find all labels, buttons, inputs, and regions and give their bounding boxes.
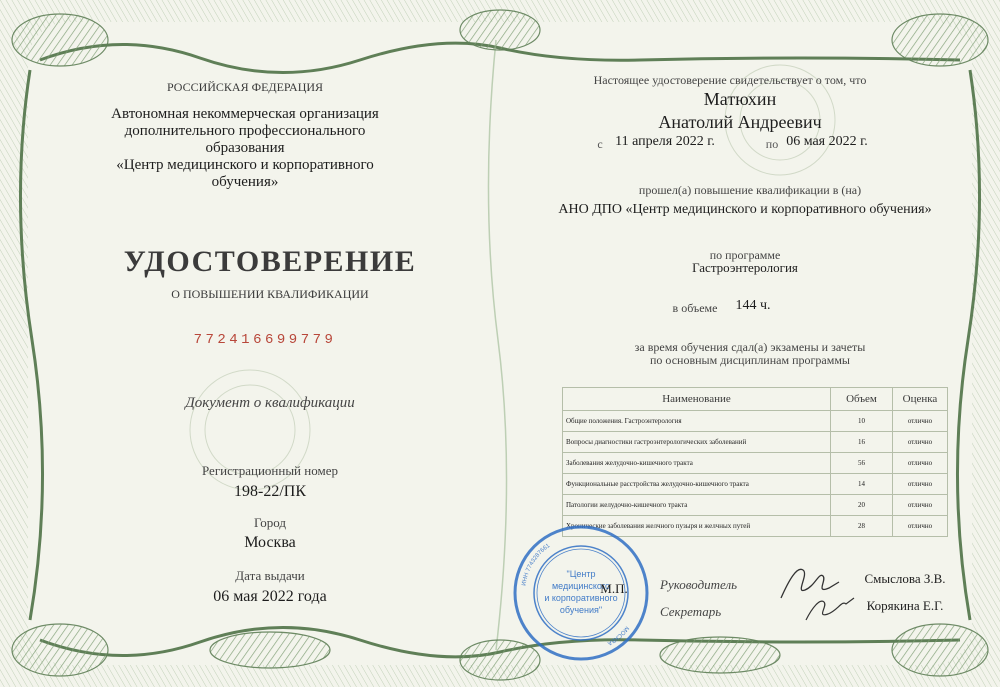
org-line-2: дополнительного профессионального — [124, 123, 366, 139]
document-type: Документ о квалификации — [185, 395, 355, 411]
table-row — [563, 411, 948, 432]
subject-hours: 16 — [831, 432, 893, 453]
subject-grade: отлично — [893, 516, 948, 537]
stamp-line-4: обучения" — [559, 605, 603, 615]
subject-name: Заболевания желудочно-кишечного тракта — [563, 453, 831, 474]
subject-hours: 10 — [831, 411, 893, 432]
subject-name: Патологии желудочно-кишечного тракта — [563, 495, 831, 516]
date-from-prefix: с — [597, 137, 603, 151]
stamp-line-3: и корпоративного — [544, 593, 618, 603]
table-header-row — [563, 388, 948, 411]
city-value: Москва — [244, 534, 296, 551]
serial-number: 772416699779 — [193, 332, 337, 348]
subject-name: Общие положения. Гастроэнтерология — [563, 411, 831, 432]
secretary-label: Секретарь — [660, 604, 722, 619]
org-line-4: «Центр медицинского и корпоративного — [116, 157, 374, 173]
city-label: Город — [253, 515, 287, 530]
document-subtitle: О ПОВЫШЕНИИ КВАЛИФИКАЦИИ — [171, 287, 369, 301]
stamp-inn: ИНН 7743287661 — [521, 543, 552, 587]
stamp-city: МОСКВА — [606, 624, 630, 646]
subjects-table — [562, 387, 948, 537]
holder-surname: Матюхин — [703, 89, 777, 109]
exams-line-1: за время обучения сдал(а) экзамены и зачеты — [634, 340, 866, 354]
date-to: 06 мая 2022 г. — [786, 134, 868, 149]
header-grade: Оценка — [893, 388, 948, 411]
stamp-line-1: "Центр — [566, 569, 596, 579]
exams-line-2: по основным дисциплинам программы — [649, 353, 850, 367]
intro-text: Настоящее удостоверение свидетельствует о том, что — [593, 73, 867, 87]
org-line-5: обучения» — [211, 174, 279, 190]
subject-grade: отлично — [893, 453, 948, 474]
institution-name: АНО ДПО «Центр медицинского и корпоративного обучения» — [558, 202, 932, 217]
table-row — [563, 432, 948, 453]
seal-mark: М.П. — [600, 581, 628, 596]
passed-text: прошел(а) повышение квалификации в (на) — [638, 183, 862, 197]
header-name: Наименование — [563, 388, 831, 411]
date-from: 11 апреля 2022 г. — [615, 134, 715, 149]
reg-number-value: 198-22/ПК — [234, 483, 306, 500]
date-to-prefix: по — [765, 137, 779, 151]
subject-name: Функциональные расстройства желудочно-кишечного тракта — [563, 474, 831, 495]
subject-name: Хронические заболевания желчного пузыря и желчных путей — [563, 516, 831, 537]
subject-hours: 14 — [831, 474, 893, 495]
stamp-line-2: медицинского — [551, 581, 611, 591]
issue-date-label: Дата выдачи — [235, 568, 305, 583]
subject-grade: отлично — [893, 474, 948, 495]
table-row — [563, 474, 948, 495]
subject-grade: отлично — [893, 411, 948, 432]
subject-hours: 20 — [831, 495, 893, 516]
volume-value: 144 ч. — [735, 298, 771, 313]
head-label: Руководитель — [660, 577, 738, 592]
head-name: Смыслова З.В. — [864, 571, 946, 586]
country-label: РОССИЙСКАЯ ФЕДЕРАЦИЯ — [166, 80, 324, 94]
subject-name: Вопросы диагностики гастроэнтерологических заболеваний — [563, 432, 831, 453]
reg-number-label: Регистрационный номер — [202, 463, 338, 478]
document-title: УДОСТОВЕРЕНИЕ — [123, 245, 417, 278]
header-hours: Объем — [831, 388, 893, 411]
secretary-name: Корякина Е.Г. — [866, 598, 944, 613]
subject-grade: отлично — [893, 495, 948, 516]
table-row — [563, 495, 948, 516]
program-name: Гастроэнтерология — [692, 260, 798, 275]
org-line-1: Автономная некоммерческая организация — [111, 106, 379, 122]
subject-grade: отлично — [893, 432, 948, 453]
issue-date-value: 06 мая 2022 года — [213, 588, 327, 605]
holder-name: Анатолий Андреевич — [658, 112, 822, 132]
subject-hours: 28 — [831, 516, 893, 537]
table-row — [563, 453, 948, 474]
secretary-signature — [800, 590, 860, 626]
program-label: по программе — [709, 248, 781, 262]
subject-hours: 56 — [831, 453, 893, 474]
volume-label: в объеме — [672, 301, 718, 315]
org-line-3: образования — [205, 140, 285, 156]
